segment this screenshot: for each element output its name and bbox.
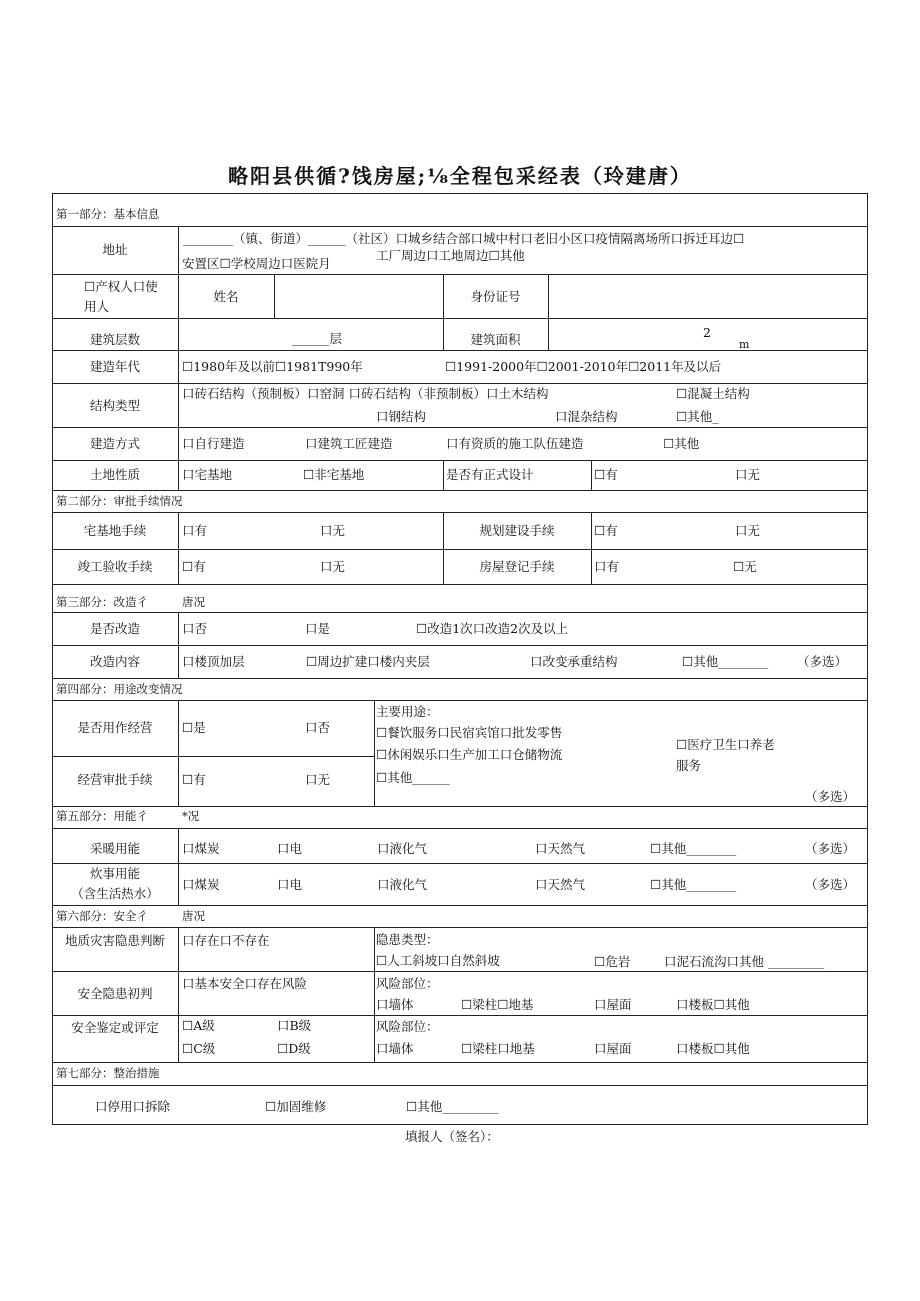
planning-procedure-label: 规划建设手续 — [479, 523, 555, 538]
renovated-label: 是否改造 — [89, 621, 140, 636]
geo-hazard-options[interactable]: 口存在口不存在 — [182, 933, 270, 948]
initial-safety-options[interactable]: 口基本安全口存在风险 — [182, 976, 308, 991]
method-craftsman[interactable]: 口建筑工匠建造 — [305, 436, 393, 451]
floors-value[interactable]: ______层 — [292, 331, 343, 346]
risk2-roof[interactable]: 口屋面 — [594, 1041, 632, 1056]
risk-beam-foundation[interactable]: ☐梁柱☐地基 — [461, 997, 534, 1012]
cooking-multi-select: （多选） — [805, 877, 856, 892]
structure-concrete[interactable]: ☐混凝土结构 — [676, 386, 750, 401]
heating-other[interactable]: ☐其他________ — [650, 841, 737, 856]
area-superscript: 2 — [703, 325, 711, 340]
hazard-rock[interactable]: ☐危岩 — [594, 954, 631, 969]
registration-yes[interactable]: 口有 — [594, 559, 620, 574]
name-label: 姓名 — [213, 289, 239, 304]
structure-other[interactable]: ☐其他_ — [676, 409, 719, 424]
homestead-yes[interactable]: 口有 — [182, 523, 208, 538]
hazard-type-label: 隐患类型： — [376, 932, 439, 947]
year-options-2[interactable]: ☐1991-2000年☐2001-2010年☐2011年及以后 — [445, 359, 722, 374]
grade-d[interactable]: ☐D级 — [277, 1041, 311, 1056]
address-line-2b: 工厂周边口工地周边☐其他 — [376, 248, 525, 263]
heating-electric[interactable]: 口电 — [277, 841, 303, 856]
land-non-homestead[interactable]: ☐非宅基地 — [303, 467, 365, 482]
hazard-slope[interactable]: ☐人工斜坡口自然斜坡 — [376, 953, 500, 968]
planning-no[interactable]: 口无 — [735, 523, 761, 538]
cooking-label: 炊事用能 — [89, 866, 140, 881]
renovation-content-label: 改造内容 — [89, 654, 140, 669]
grade-c[interactable]: ☐C级 — [182, 1041, 216, 1056]
homestead-no[interactable]: 口无 — [320, 523, 346, 538]
risk-roof[interactable]: 口屋面 — [594, 997, 632, 1012]
grade-a[interactable]: ☐A级 — [182, 1018, 215, 1033]
business-use-label: 是否用作经营 — [77, 720, 153, 735]
usage-multi-select: （多选） — [805, 789, 856, 804]
hazard-debris-flow[interactable]: 口泥石流沟口其他 _________ — [664, 954, 825, 969]
section-1-header: 第一部分：基本信息 — [56, 207, 160, 221]
cooking-gas[interactable]: 口天然气 — [535, 877, 586, 892]
owner-user-label: 用人 — [84, 299, 110, 314]
main-use-label: 主要用途： — [376, 704, 439, 719]
heating-lpg[interactable]: 口液化气 — [377, 841, 428, 856]
risk2-wall[interactable]: 口墙体 — [376, 1041, 414, 1056]
main-use-row-1[interactable]: ☐餐饮服务口民宿宾馆口批发零售 — [376, 725, 563, 740]
business-approval-yes[interactable]: ☐有 — [182, 772, 206, 787]
method-other[interactable]: ☐其他 — [663, 436, 700, 451]
section-7-header: 第七部分：整治措施 — [56, 1066, 160, 1080]
section-5-header: 第五部分：用能彳 — [56, 809, 148, 823]
homestead-procedure-label: 宅基地手续 — [83, 523, 147, 538]
cooking-electric[interactable]: 口电 — [277, 877, 303, 892]
measure-reinforce[interactable]: ☐加固维修 — [265, 1099, 327, 1114]
id-field[interactable] — [550, 276, 866, 316]
section-6-header: 第六部分：安全彳 — [56, 909, 148, 923]
address-label: 地址 — [102, 242, 128, 257]
heating-gas[interactable]: 口天然气 — [535, 841, 586, 856]
address-line-1: ________（镇、街道）______（社区）口城乡结合部口城中村口老旧小区口疫情隔离场所口拆迁耳边☐ — [183, 231, 745, 246]
land-label: 土地性质 — [89, 467, 140, 482]
appraisal-label: 安全鉴定或评定 — [71, 1020, 159, 1035]
section-3-header-suffix: 唐况 — [182, 595, 205, 609]
name-field[interactable] — [276, 276, 442, 316]
renovation-times[interactable]: ☐改造1次口改造2次及以上 — [416, 621, 569, 636]
business-use-no[interactable]: 口否 — [305, 720, 331, 735]
method-qualified[interactable]: 口有资质的施工队伍建造 — [446, 436, 584, 451]
renovation-other[interactable]: ☐其他________ — [682, 654, 769, 669]
planning-yes[interactable]: ☐有 — [594, 523, 618, 538]
risk-part-label-2: 风险部位： — [376, 1019, 439, 1034]
structure-mixed[interactable]: 口混杂结构 — [555, 409, 618, 424]
id-label: 身份证号 — [470, 289, 521, 304]
business-approval-no[interactable]: 口无 — [305, 772, 331, 787]
structure-label: 结构类型 — [89, 398, 140, 413]
address-line-2a: 安置区☐学校周边口医院月 — [182, 256, 331, 271]
cooking-coal[interactable]: 口煤炭 — [182, 877, 220, 892]
structure-steel[interactable]: 口钢结构 — [376, 409, 427, 424]
risk2-beam-foundation[interactable]: ☐梁柱口地基 — [461, 1041, 535, 1056]
design-yes[interactable]: ☐有 — [594, 467, 618, 482]
renovated-no[interactable]: 口否 — [182, 621, 208, 636]
section-2-header: 第二部分：审批手续情况 — [56, 494, 183, 508]
year-label: 建造年代 — [89, 359, 140, 374]
registration-no[interactable]: ☐无 — [733, 559, 757, 574]
initial-safety-label: 安全隐患初判 — [77, 986, 153, 1001]
heating-coal[interactable]: 口煤炭 — [182, 841, 220, 856]
geo-hazard-label: 地质灾害隐患判断 — [64, 933, 165, 948]
heating-multi-select: （多选） — [805, 841, 856, 856]
heating-label: 采暖用能 — [89, 841, 140, 856]
registration-procedure-label: 房屋登记手续 — [479, 559, 555, 574]
completion-no[interactable]: 口无 — [320, 559, 346, 574]
cooking-sublabel: （含生活热水） — [71, 886, 159, 901]
renovation-multi-select: （多选） — [797, 654, 848, 669]
main-use-medical[interactable]: ☐医疗卫生口养老 — [676, 737, 775, 752]
risk-slab-other[interactable]: 口楼板☐其他 — [676, 997, 750, 1012]
design-label: 是否有正式设计 — [446, 467, 534, 482]
main-use-other[interactable]: ☐其他______ — [376, 770, 450, 785]
structure-options-1[interactable]: 口砖石结构（预制板）口窑洞 口砖石结构（非预制板）口土木结构 — [182, 386, 549, 401]
main-use-service: 服务 — [676, 758, 702, 773]
measure-other[interactable]: ☐其他_________ — [406, 1099, 499, 1114]
section-3-header: 第三部分：改造彳 — [56, 595, 148, 609]
grade-b[interactable]: 口B级 — [277, 1018, 312, 1033]
signature-label: 填报人（签名）： — [405, 1129, 499, 1144]
owner-user-checkbox[interactable]: ☐产权人口使 — [84, 279, 158, 294]
measure-stop-demolish[interactable]: 口停用口拆除 — [95, 1099, 171, 1114]
year-options-1[interactable]: ☐1980年及以前☐1981T990年 — [182, 359, 363, 374]
page-title: 略阳县供循?饯房屋;⅛全程包采经表（玲建唐） — [228, 164, 692, 188]
renovation-structure[interactable]: 口改变承重结构 — [530, 654, 618, 669]
section-4-header: 第四部分：用途改变情况 — [56, 682, 183, 696]
risk2-slab-other[interactable]: 口楼板☐其他 — [676, 1041, 750, 1056]
section-6-header-suffix: 唐况 — [182, 909, 205, 923]
renovated-yes[interactable]: 口是 — [305, 621, 331, 636]
risk-part-label: 风险部位： — [376, 976, 439, 991]
method-label: 建造方式 — [89, 436, 140, 451]
completion-yes[interactable]: ☐有 — [182, 559, 206, 574]
completion-procedure-label: 竣工验收手续 — [77, 559, 153, 574]
design-no[interactable]: 口无 — [735, 467, 761, 482]
renovation-add-floor[interactable]: 口楼顶加层 — [182, 654, 245, 669]
area-unit: m — [739, 338, 750, 351]
method-self[interactable]: 口自行建造 — [182, 436, 245, 451]
business-approval-label: 经营审批手续 — [77, 772, 153, 787]
business-use-yes[interactable]: ☐是 — [182, 720, 206, 735]
area-label: 建筑面积 — [470, 332, 521, 347]
risk-wall[interactable]: 口墙体 — [376, 997, 414, 1012]
land-homestead[interactable]: 口宅基地 — [182, 467, 233, 482]
section-5-header-suffix: *况 — [182, 809, 200, 823]
cooking-other[interactable]: ☐其他________ — [650, 877, 737, 892]
floors-label: 建筑层数 — [89, 332, 140, 347]
main-use-row-2[interactable]: ☐休闲娱乐口生产加工口仓储物流 — [376, 747, 563, 762]
renovation-extension[interactable]: ☐周边扩建口楼内夹层 — [306, 654, 430, 669]
cooking-lpg[interactable]: 口液化气 — [377, 877, 428, 892]
